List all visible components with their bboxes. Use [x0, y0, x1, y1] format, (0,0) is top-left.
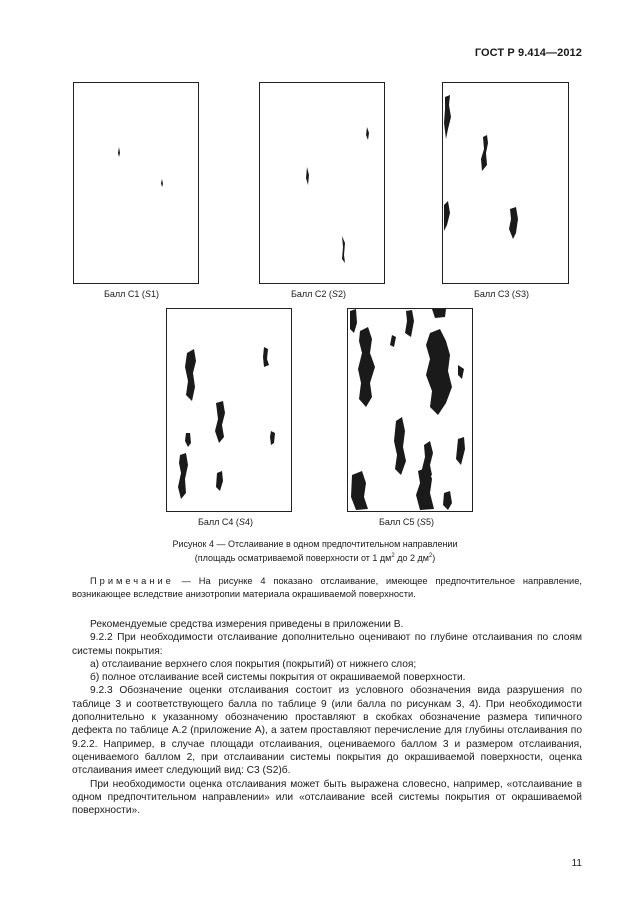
paragraph: При необходимости оценка отслаивания может быть выражена словесно, например, «отслаивание в одном предпочтительном направлении» или «отслаивание всей системы покрытия от окрашиваемой поверхности». — [72, 778, 582, 817]
peel-defect — [458, 365, 464, 379]
panel-caption-c4: Балл С4 (S4) — [198, 517, 253, 527]
document-header: ГОСТ Р 9.414—2012 — [474, 47, 582, 59]
note-text: — На рисунке 4 показано отслаивание, имеющее предпочтительное направление, возникающее вследствие анизотропии материала окрашиваемой поверхности. — [72, 576, 582, 599]
peel-defect — [216, 471, 223, 491]
peel-defect — [405, 310, 414, 337]
peeling-pattern-c3 — [443, 83, 568, 283]
peel-defect — [351, 471, 368, 510]
figure-panel-c2 — [259, 82, 385, 284]
figure-note — [72, 575, 582, 601]
peel-defect — [358, 327, 375, 407]
panel-caption-c1: Балл С1 (S1) — [104, 289, 159, 299]
peel-defect — [118, 147, 120, 157]
peeling-pattern-c4 — [167, 309, 291, 511]
peel-defect — [456, 437, 465, 465]
peeling-pattern-c2 — [260, 83, 384, 283]
page-number: 11 — [571, 858, 582, 869]
body-text — [72, 618, 582, 817]
paragraph: 9.2.3 Обозначение оценки отслаивания состоит из условного обозначения вида разрушения по таблице 3 и соответствующего балла по таблице 9 (или балла по рисункам 3, 4). При необходимости дополнительно к указанному обозначению проставляют в скобках обозначение размера типичного дефекта по таблице А.2 (приложение А), а затем проставляют перечисление для глубины отслаивания по 9.2.2. Например, в случае площади отслаивания, оцениваемого баллом 3 и размером отслаивания, оцениваемого баллом 2, при отслаивании системы покрытия до окрашиваемой поверхности, оценка отслаивания имеет следующий вид: С3 (S2)б. — [72, 685, 582, 777]
peel-defect — [390, 335, 396, 347]
figure-caption — [0, 538, 630, 564]
panel-caption-c5: Балл С5 (S5) — [379, 517, 434, 527]
panel-caption-c3: Балл С3 (S3) — [474, 289, 529, 299]
peel-defect — [178, 453, 188, 499]
peel-defect — [444, 95, 451, 139]
figure-panel-c5 — [347, 308, 473, 512]
peel-defect — [306, 167, 309, 185]
peeling-pattern-c5 — [348, 309, 472, 511]
peel-defect — [185, 433, 191, 447]
paragraph: Рекомендуемые средства измерения приведены в приложении В. — [90, 619, 404, 630]
peel-defect — [443, 491, 452, 510]
peel-defect — [432, 309, 446, 318]
peeling-pattern-c1 — [74, 83, 198, 283]
peel-defect — [350, 309, 357, 333]
list-item: б) полное отслаивание всей системы покрытия от окрашиваемой поверхности. — [90, 672, 466, 684]
peel-defect — [342, 236, 345, 263]
figure-panel-c4 — [166, 308, 292, 512]
paragraph: 9.2.2 При необходимости отслаивание дополнительно оценивают по глубине отслаивания по слоям системы покрытия: — [72, 632, 582, 657]
peel-defect — [161, 179, 163, 187]
peel-defect — [366, 127, 369, 140]
figure-caption-title: Рисунок 4 — Отслаивание в одном предпочтительном направлении — [172, 539, 458, 549]
note-label: Примечание — [90, 576, 174, 586]
peel-defect — [444, 201, 450, 231]
peel-defect — [394, 417, 406, 475]
peel-defect — [270, 431, 275, 445]
peel-defect — [215, 401, 225, 443]
peel-defect — [263, 347, 269, 367]
figure-panel-c1 — [73, 82, 199, 284]
peel-defect — [481, 135, 488, 171]
figure-caption-subtitle: (площадь осматриваемой поверхности от 1 $дм^2$ до 2 $дм^2$) — [194, 553, 436, 563]
peel-defect — [185, 349, 196, 401]
panel-caption-c2: Балл С2 (S2) — [291, 289, 346, 299]
peel-defect — [426, 329, 452, 415]
figure-panel-c3 — [442, 82, 569, 284]
peel-defect — [509, 207, 518, 239]
list-item: а) отслаивание верхнего слоя покрытия (покрытий) от нижнего слоя; — [90, 658, 417, 670]
